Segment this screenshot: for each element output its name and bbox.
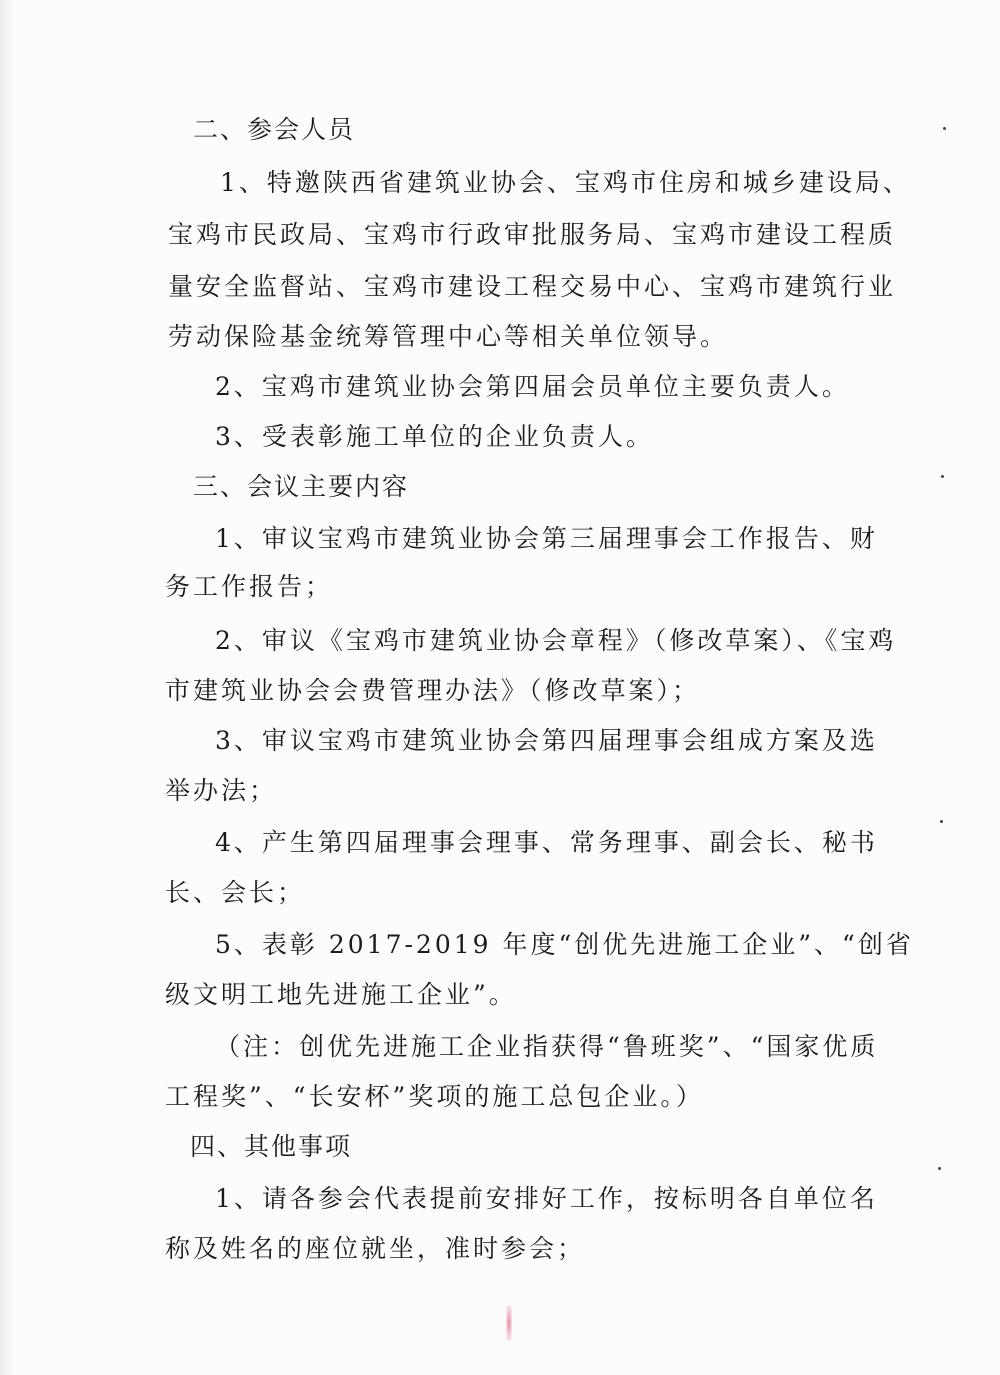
text-line: 量安全监督站、宝鸡市建设工程交易中心、宝鸡市建筑行业 — [168, 272, 897, 301]
scan-speck — [943, 127, 946, 130]
note-line: （注：创优先进施工企业指获得“鲁班奖”、“国家优质 — [215, 1032, 879, 1061]
section-heading-attendees: 二、参会人员 — [193, 115, 356, 144]
text-line: 举办法； — [165, 776, 278, 805]
note-line: 工程奖”、“长安杯”奖项的施工总包企业。） — [165, 1082, 704, 1111]
text-line: 长、会长； — [165, 878, 306, 907]
text-line: 劳动保险基金统筹管理中心等相关单位领导。 — [168, 322, 729, 351]
text-line: 5、表彰 2017-2019 年度“创优先进施工企业”、“创省 — [215, 930, 914, 959]
scan-shadow — [0, 0, 14, 1375]
text-line: 1、特邀陕西省建筑业协会、宝鸡市住房和城乡建设局、 — [220, 168, 911, 197]
text-line: 2、审议《宝鸡市建筑业协会章程》（修改草案）、《宝鸡 — [215, 626, 897, 655]
text-line: 3、受表彰施工单位的企业负责人。 — [215, 422, 654, 451]
text-line: 1、审议宝鸡市建筑业协会第三届理事会工作报告、财 — [215, 524, 878, 553]
text-line: 级文明工地先进施工企业”。 — [165, 980, 517, 1009]
text-line: 称及姓名的座位就坐，准时参会； — [165, 1234, 586, 1263]
seal-mark — [506, 1305, 512, 1341]
text-line: 宝鸡市民政局、宝鸡市行政审批服务局、宝鸡市建设工程质 — [168, 220, 897, 249]
scan-speck — [938, 1167, 941, 1170]
text-line: 市建筑业协会会费管理办法》（修改草案）； — [165, 676, 701, 705]
text-line: 务工作报告； — [165, 572, 334, 601]
scan-speck — [940, 820, 943, 823]
text-line: 4、产生第四届理事会理事、常务理事、副会长、秘书 — [215, 828, 878, 857]
text-line: 2、宝鸡市建筑业协会第四届会员单位主要负责人。 — [215, 372, 850, 401]
section-heading-other: 四、其他事项 — [190, 1132, 353, 1161]
scan-speck — [941, 475, 944, 478]
section-heading-content: 三、会议主要内容 — [193, 472, 410, 501]
text-line: 3、审议宝鸡市建筑业协会第四届理事会组成方案及选 — [215, 726, 878, 755]
text-line: 1、请各参会代表提前安排好工作，按标明各自单位名 — [215, 1184, 878, 1213]
